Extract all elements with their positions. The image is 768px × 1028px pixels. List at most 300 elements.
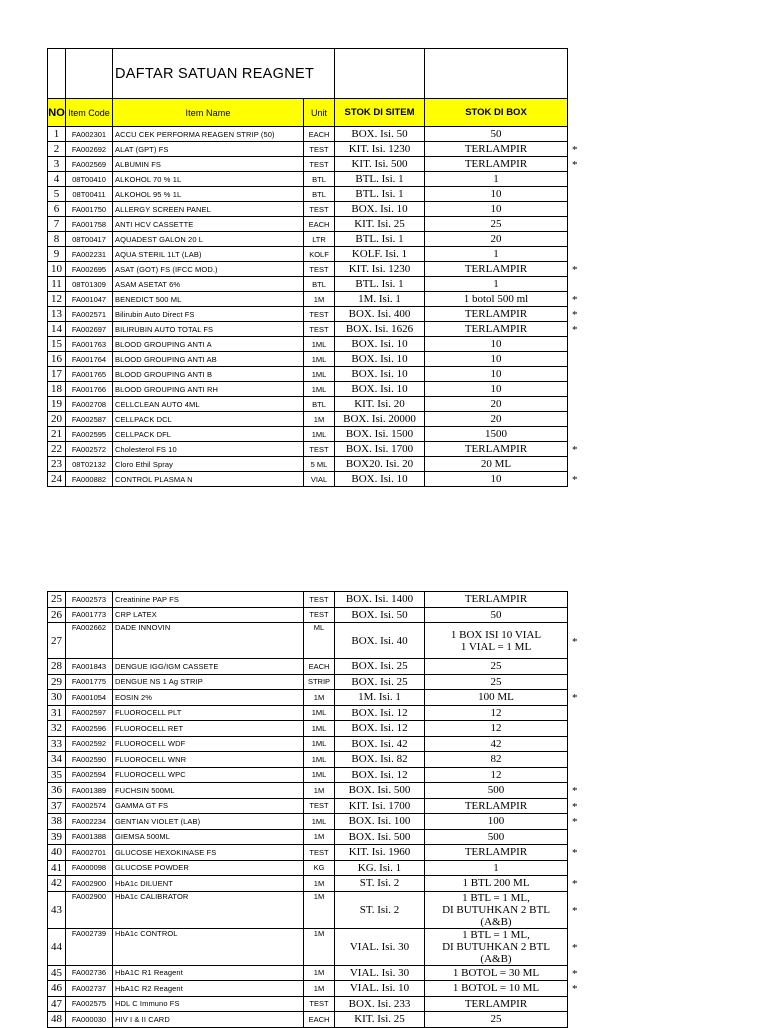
row-number: 16	[48, 352, 66, 367]
row-number: 13	[48, 307, 66, 322]
stok-di-sitem: BOX. Isi. 25	[335, 659, 425, 675]
stok-di-sitem: KIT. Isi. 25	[335, 1012, 425, 1028]
row-number: 29	[48, 674, 66, 690]
flag-asterisk: *	[572, 159, 578, 171]
item-unit: ML	[304, 623, 335, 659]
stok-di-box: 50	[425, 607, 568, 623]
table-row	[48, 157, 568, 172]
item-name: CELLPACK DCL	[113, 412, 304, 427]
item-unit: 1ML	[304, 752, 335, 768]
flag-asterisk: *	[572, 144, 578, 156]
item-name: ALAT (GPT) FS	[113, 142, 304, 157]
flag-asterisk: *	[572, 967, 578, 980]
item-name: BILIRUBIN AUTO TOTAL FS	[113, 322, 304, 337]
row-number: 36	[48, 783, 66, 799]
stok-di-box: 1 botol 500 ml	[425, 292, 568, 307]
item-code: FA002737	[66, 981, 113, 997]
table-row	[48, 412, 568, 427]
stok-di-box: 1	[425, 172, 568, 187]
table-row	[48, 127, 568, 142]
item-code: 08T01309	[66, 277, 113, 292]
row-number: 4	[48, 172, 66, 187]
item-unit: TEST	[304, 592, 335, 608]
table-row	[48, 767, 568, 783]
item-name: GAMMA GT FS	[113, 798, 304, 814]
stok-di-box: 82	[425, 752, 568, 768]
item-code: FA002573	[66, 592, 113, 608]
stok-di-box: 20	[425, 397, 568, 412]
item-unit: 1M	[304, 783, 335, 799]
stok-di-sitem: BOX. Isi. 500	[335, 829, 425, 845]
table-row	[48, 829, 568, 845]
stok-di-sitem: KIT. Isi. 500	[335, 157, 425, 172]
row-number: 3	[48, 157, 66, 172]
stok-di-sitem: BOX. Isi. 50	[335, 607, 425, 623]
flag-asterisk: *	[572, 474, 578, 486]
stok-di-sitem: BOX. Isi. 25	[335, 674, 425, 690]
row-number: 28	[48, 659, 66, 675]
row-number: 22	[48, 442, 66, 457]
item-name: DENGUE NS 1 Ag STRIP	[113, 674, 304, 690]
table-row	[48, 928, 568, 965]
stok-di-box: 1 BOTOL = 10 ML	[425, 981, 568, 997]
item-unit: 1M	[304, 876, 335, 892]
item-name: Cloro Ethil Spray	[113, 457, 304, 472]
header-stok-di-box: STOK DI BOX	[425, 99, 568, 127]
item-name: AQUADEST GALON 20 L	[113, 232, 304, 247]
item-code: FA001773	[66, 607, 113, 623]
stok-di-sitem: BOX. Isi. 20000	[335, 412, 425, 427]
item-code: FA002736	[66, 965, 113, 981]
item-unit: KG	[304, 860, 335, 876]
stok-di-box: 500	[425, 783, 568, 799]
stok-di-box: TERLAMPIR	[425, 442, 568, 457]
row-number: 10	[48, 262, 66, 277]
item-name: GLUCOSE HEXOKINASE FS	[113, 845, 304, 861]
item-unit: 1M	[304, 829, 335, 845]
table-row	[48, 472, 568, 487]
flag-asterisk: *	[572, 878, 578, 891]
table-row	[48, 457, 568, 472]
flag-asterisk: *	[572, 785, 578, 798]
row-number: 1	[48, 127, 66, 142]
stok-di-sitem: BOX. Isi. 10	[335, 382, 425, 397]
item-code: FA002695	[66, 262, 113, 277]
stok-di-sitem: BOX. Isi. 42	[335, 736, 425, 752]
stok-di-sitem: BOX. Isi. 10	[335, 352, 425, 367]
table-row	[48, 736, 568, 752]
item-unit: TEST	[304, 322, 335, 337]
item-name: AQUA STERIL 1LT (LAB)	[113, 247, 304, 262]
stok-di-box: TERLAMPIR	[425, 262, 568, 277]
item-code: FA000098	[66, 860, 113, 876]
item-unit: TEST	[304, 845, 335, 861]
item-code: FA001764	[66, 352, 113, 367]
stok-di-box: 1 BOTOL = 30 ML	[425, 965, 568, 981]
item-unit: BTL	[304, 187, 335, 202]
item-code: FA002692	[66, 142, 113, 157]
item-unit: TEST	[304, 307, 335, 322]
stok-di-box: 1 BTL 200 ML	[425, 876, 568, 892]
item-name: BENEDICT 500 ML	[113, 292, 304, 307]
item-code: FA002595	[66, 427, 113, 442]
blank-cell	[48, 49, 66, 99]
item-name: CELLCLEAN AUTO 4ML	[113, 397, 304, 412]
stok-di-sitem: BOX. Isi. 1400	[335, 592, 425, 608]
flag-asterisk: *	[572, 309, 578, 321]
row-number: 45	[48, 965, 66, 981]
item-code: FA002900	[66, 891, 113, 928]
item-code: FA002597	[66, 705, 113, 721]
table-row	[48, 142, 568, 157]
row-number: 5	[48, 187, 66, 202]
item-unit: KOLF	[304, 247, 335, 262]
item-name: DENGUE IGG/IGM CASSETE	[113, 659, 304, 675]
stok-di-box: 100	[425, 814, 568, 830]
item-name: FLUOROCELL WDF	[113, 736, 304, 752]
flag-asterisk: *	[572, 294, 578, 306]
item-unit: 1ML	[304, 721, 335, 737]
item-name: ANTI HCV CASSETTE	[113, 217, 304, 232]
stok-di-sitem: BOX. Isi. 500	[335, 783, 425, 799]
stok-di-sitem: BOX. Isi. 12	[335, 705, 425, 721]
row-number: 38	[48, 814, 66, 830]
item-code: 08T00411	[66, 187, 113, 202]
stok-di-box: 1	[425, 277, 568, 292]
item-unit: 1ML	[304, 352, 335, 367]
flag-asterisk: *	[572, 324, 578, 336]
table-row	[48, 891, 568, 928]
item-unit: 1ML	[304, 382, 335, 397]
table-row	[48, 337, 568, 352]
item-name: ASAM ASETAT 6%	[113, 277, 304, 292]
item-name: HbA1c CALIBRATOR	[113, 891, 304, 928]
stok-di-box: 1500	[425, 427, 568, 442]
stok-di-sitem: KIT. Isi. 1960	[335, 845, 425, 861]
table-row	[48, 705, 568, 721]
table-row	[48, 397, 568, 412]
stok-di-sitem: BOX. Isi. 82	[335, 752, 425, 768]
item-unit: 1M	[304, 690, 335, 706]
item-unit: 1ML	[304, 767, 335, 783]
header-item-code: Item Code	[66, 99, 113, 127]
table-row	[48, 659, 568, 675]
table-row	[48, 860, 568, 876]
table-row	[48, 352, 568, 367]
item-name: ACCU CEK PERFORMA REAGEN STRIP (50)	[113, 127, 304, 142]
stok-di-box: 1 BTL = 1 ML, DI BUTUHKAN 2 BTL (A&B)	[425, 928, 568, 965]
item-name: ALKOHOL 95 % 1L	[113, 187, 304, 202]
stok-di-box: 500	[425, 829, 568, 845]
stok-di-sitem: KIT. Isi. 1230	[335, 142, 425, 157]
flag-asterisk: *	[572, 847, 578, 860]
item-unit: BTL	[304, 277, 335, 292]
item-unit: 1M	[304, 412, 335, 427]
stok-di-sitem: BTL. Isi. 1	[335, 172, 425, 187]
table-row	[48, 217, 568, 232]
item-name: ALBUMIN FS	[113, 157, 304, 172]
stok-di-box: 25	[425, 217, 568, 232]
item-unit: BTL	[304, 172, 335, 187]
stok-di-box: 10	[425, 352, 568, 367]
row-number: 8	[48, 232, 66, 247]
item-code: 08T00410	[66, 172, 113, 187]
item-name: DADE INNOVIN	[113, 623, 304, 659]
item-code: FA002708	[66, 397, 113, 412]
stok-di-sitem: BOX. Isi. 12	[335, 721, 425, 737]
item-unit: 1ML	[304, 705, 335, 721]
table-row	[48, 690, 568, 706]
item-name: Bilirubin Auto Direct FS	[113, 307, 304, 322]
item-unit: TEST	[304, 442, 335, 457]
item-code: FA001388	[66, 829, 113, 845]
flag-asterisk: *	[572, 264, 578, 276]
stok-di-sitem: 1M. Isi. 1	[335, 690, 425, 706]
item-name: FLUOROCELL WPC	[113, 767, 304, 783]
row-number: 26	[48, 607, 66, 623]
table-row	[48, 607, 568, 623]
item-unit: TEST	[304, 202, 335, 217]
table-row	[48, 721, 568, 737]
flag-asterisk: *	[572, 983, 578, 996]
item-code: FA002592	[66, 736, 113, 752]
stok-di-box: 1	[425, 247, 568, 262]
table-row	[48, 172, 568, 187]
item-code: FA001758	[66, 217, 113, 232]
stok-di-box: 100 ML	[425, 690, 568, 706]
stok-di-box: 12	[425, 705, 568, 721]
item-code: FA002587	[66, 412, 113, 427]
item-name: Creatinine PAP FS	[113, 592, 304, 608]
stok-di-box: TERLAMPIR	[425, 592, 568, 608]
stok-di-sitem: BOX. Isi. 10	[335, 202, 425, 217]
stok-di-sitem: KOLF. Isi. 1	[335, 247, 425, 262]
stok-di-box: 1 BTL = 1 ML, DI BUTUHKAN 2 BTL (A&B)	[425, 891, 568, 928]
header-unit: Unit	[304, 99, 335, 127]
stok-di-box: TERLAMPIR	[425, 845, 568, 861]
row-number: 46	[48, 981, 66, 997]
item-unit: TEST	[304, 798, 335, 814]
header-row	[48, 99, 568, 127]
flag-asterisk: *	[572, 800, 578, 813]
stok-di-box: TERLAMPIR	[425, 307, 568, 322]
item-unit: 1M	[304, 292, 335, 307]
table-row	[48, 322, 568, 337]
row-number: 27	[48, 623, 66, 659]
table-row	[48, 277, 568, 292]
table-row	[48, 981, 568, 997]
row-number: 14	[48, 322, 66, 337]
header-item-name: Item Name	[113, 99, 304, 127]
table-row	[48, 996, 568, 1012]
row-number: 42	[48, 876, 66, 892]
row-number: 23	[48, 457, 66, 472]
item-name: ALLERGY SCREEN PANEL	[113, 202, 304, 217]
item-name: CELLPACK DFL	[113, 427, 304, 442]
flag-asterisk: *	[572, 941, 578, 954]
item-name: GIEMSA 500ML	[113, 829, 304, 845]
stok-di-box: 20 ML	[425, 457, 568, 472]
flag-asterisk: *	[572, 692, 578, 705]
table-row	[48, 247, 568, 262]
table-row	[48, 1012, 568, 1028]
item-code: FA002574	[66, 798, 113, 814]
item-name: ASAT (GOT) FS (IFCC MOD.)	[113, 262, 304, 277]
item-code: FA002739	[66, 928, 113, 965]
item-name: CONTROL PLASMA N	[113, 472, 304, 487]
item-code: FA002697	[66, 322, 113, 337]
stok-di-box: 20	[425, 412, 568, 427]
item-unit: 1ML	[304, 427, 335, 442]
item-unit: LTR	[304, 232, 335, 247]
stok-di-box: 10	[425, 187, 568, 202]
stok-di-sitem: KG. Isi. 1	[335, 860, 425, 876]
stok-di-sitem: BOX. Isi. 10	[335, 367, 425, 382]
stok-di-box: 1 BOX ISI 10 VIAL 1 VIAL = 1 ML	[425, 623, 568, 659]
stok-di-sitem: BOX. Isi. 10	[335, 337, 425, 352]
table-row	[48, 232, 568, 247]
item-name: HbA1C R1 Reagent	[113, 965, 304, 981]
item-code: FA001843	[66, 659, 113, 675]
item-code: FA002301	[66, 127, 113, 142]
item-name: BLOOD GROUPING ANTI RH	[113, 382, 304, 397]
row-number: 30	[48, 690, 66, 706]
item-code: 08T02132	[66, 457, 113, 472]
item-unit: 1ML	[304, 814, 335, 830]
item-name: HIV I & II CARD	[113, 1012, 304, 1028]
row-number: 33	[48, 736, 66, 752]
stok-di-sitem: VIAL. Isi. 30	[335, 965, 425, 981]
stok-di-box: 10	[425, 202, 568, 217]
item-unit: BTL	[304, 397, 335, 412]
item-name: EOSIN 2%	[113, 690, 304, 706]
item-code: FA001750	[66, 202, 113, 217]
flag-asterisk: *	[572, 635, 578, 648]
table-row	[48, 623, 568, 659]
sheet-title: DAFTAR SATUAN REAGNET	[113, 49, 335, 99]
stok-di-sitem: BOX20. Isi. 20	[335, 457, 425, 472]
table-row	[48, 307, 568, 322]
stok-di-sitem: 1M. Isi. 1	[335, 292, 425, 307]
row-number: 37	[48, 798, 66, 814]
item-name: Cholesterol FS 10	[113, 442, 304, 457]
row-number: 17	[48, 367, 66, 382]
stok-di-sitem: KIT. Isi. 25	[335, 217, 425, 232]
item-unit: TEST	[304, 996, 335, 1012]
stok-di-sitem: BOX. Isi. 400	[335, 307, 425, 322]
row-number: 39	[48, 829, 66, 845]
header-no: NO	[48, 99, 66, 127]
item-code: FA001054	[66, 690, 113, 706]
stok-di-sitem: BTL. Isi. 1	[335, 232, 425, 247]
table-row	[48, 965, 568, 981]
flag-asterisk: *	[572, 444, 578, 456]
reagent-table-bottom	[47, 591, 568, 1028]
row-number: 48	[48, 1012, 66, 1028]
stok-di-box: 25	[425, 674, 568, 690]
row-number: 32	[48, 721, 66, 737]
stok-di-box: 25	[425, 1012, 568, 1028]
flag-asterisk: *	[572, 816, 578, 829]
item-unit: 1ML	[304, 337, 335, 352]
item-unit: 1M	[304, 928, 335, 965]
stok-di-sitem: KIT. Isi. 1230	[335, 262, 425, 277]
row-number: 47	[48, 996, 66, 1012]
stok-di-box: TERLAMPIR	[425, 322, 568, 337]
row-number: 21	[48, 427, 66, 442]
item-code: FA001766	[66, 382, 113, 397]
item-unit: 1M	[304, 965, 335, 981]
stok-di-box: 42	[425, 736, 568, 752]
item-code: FA002701	[66, 845, 113, 861]
item-code: FA002569	[66, 157, 113, 172]
item-name: HbA1c DILUENT	[113, 876, 304, 892]
item-unit: 1M	[304, 891, 335, 928]
item-name: BLOOD GROUPING ANTI A	[113, 337, 304, 352]
stok-di-box: 10	[425, 367, 568, 382]
item-code: FA001775	[66, 674, 113, 690]
table-row	[48, 262, 568, 277]
item-name: HbA1C R2 Reagent	[113, 981, 304, 997]
item-name: BLOOD GROUPING ANTI AB	[113, 352, 304, 367]
item-name: FLUOROCELL PLT	[113, 705, 304, 721]
stok-di-sitem: VIAL. Isi. 30	[335, 928, 425, 965]
row-number: 34	[48, 752, 66, 768]
item-unit: 5 ML	[304, 457, 335, 472]
stok-di-box: TERLAMPIR	[425, 157, 568, 172]
flag-asterisk: *	[572, 904, 578, 917]
item-code: FA002231	[66, 247, 113, 262]
item-name: BLOOD GROUPING ANTI B	[113, 367, 304, 382]
table-row	[48, 202, 568, 217]
item-unit: VIAL	[304, 472, 335, 487]
row-number: 31	[48, 705, 66, 721]
item-code: 08T00417	[66, 232, 113, 247]
table-row	[48, 674, 568, 690]
row-number: 35	[48, 767, 66, 783]
stok-di-sitem: BTL. Isi. 1	[335, 187, 425, 202]
row-number: 2	[48, 142, 66, 157]
item-code: FA002571	[66, 307, 113, 322]
stok-di-box: 20	[425, 232, 568, 247]
stok-di-sitem: ST. Isi. 2	[335, 876, 425, 892]
row-number: 43	[48, 891, 66, 928]
row-number: 6	[48, 202, 66, 217]
stok-di-sitem: BOX. Isi. 100	[335, 814, 425, 830]
item-unit: STRIP	[304, 674, 335, 690]
stok-di-sitem: ST. Isi. 2	[335, 891, 425, 928]
item-unit: TEST	[304, 142, 335, 157]
row-number: 25	[48, 592, 66, 608]
stok-di-sitem: BOX. Isi. 12	[335, 767, 425, 783]
stok-di-sitem: VIAL. Isi. 10	[335, 981, 425, 997]
table-row	[48, 876, 568, 892]
table-row	[48, 187, 568, 202]
table-row	[48, 845, 568, 861]
row-number: 7	[48, 217, 66, 232]
item-code: FA001763	[66, 337, 113, 352]
stok-di-sitem: BOX. Isi. 40	[335, 623, 425, 659]
item-name: HDL C Immuno FS	[113, 996, 304, 1012]
stok-di-box: 12	[425, 721, 568, 737]
item-code: FA002596	[66, 721, 113, 737]
reagent-table-top	[47, 48, 568, 487]
row-number: 40	[48, 845, 66, 861]
stok-di-box: 10	[425, 337, 568, 352]
stok-di-sitem: KIT. Isi. 1700	[335, 798, 425, 814]
row-number: 41	[48, 860, 66, 876]
row-number: 9	[48, 247, 66, 262]
